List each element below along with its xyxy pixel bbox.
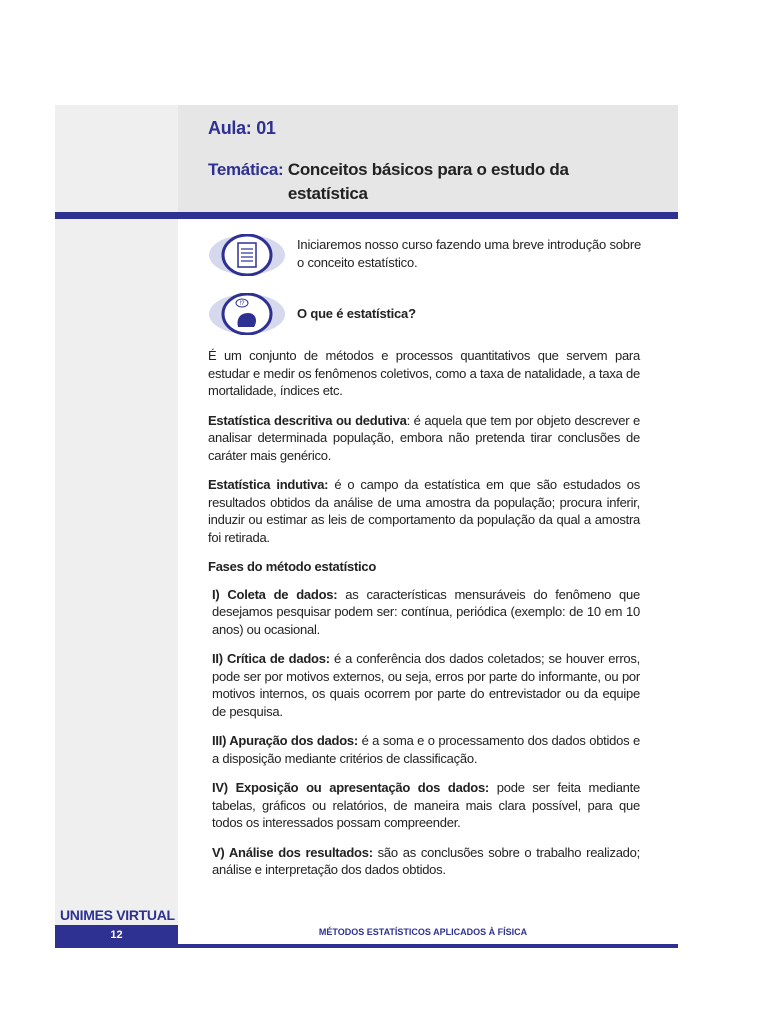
definition: são as conclusões sobre o trabalho realizado; análise e interpretação dos dados obtidos. bbox=[212, 844, 640, 877]
svg-text:!?: !? bbox=[239, 301, 245, 307]
header-divider bbox=[55, 212, 678, 219]
phase-item bbox=[208, 732, 640, 767]
lesson-theme bbox=[208, 158, 578, 206]
question-heading: O que é estatística? bbox=[297, 306, 416, 321]
footer-title: MÉTODOS ESTATÍSTICOS APLICADOS À FÍSICA bbox=[318, 927, 528, 937]
term: Estatística descritiva ou dedutiva bbox=[208, 412, 407, 428]
term: V) Análise dos resultados: bbox=[212, 844, 373, 860]
phases-heading bbox=[208, 558, 640, 576]
heading: Fases do método estatístico bbox=[208, 559, 377, 574]
term: II) Crítica de dados: bbox=[212, 651, 330, 666]
lesson-number: Aula: 01 bbox=[208, 118, 276, 138]
theme-title: Conceitos básicos para o estudo da estatística bbox=[287, 160, 569, 203]
phase-item bbox=[208, 586, 640, 639]
definition: é a conferência dos dados coletados; se houver erros, pode ser por motivos externos, ou seja, erros por parte do informante, ou por motivos internos, os quais ocorrem por parte do entrevistador ou da equipe de pesquisa. bbox=[212, 651, 640, 719]
phase-item bbox=[208, 650, 640, 720]
intro-text: Iniciaremos nosso curso fazendo uma breve introdução sobre o conceito estatístico. bbox=[297, 237, 641, 270]
term: III) Apuração dos dados: bbox=[212, 733, 358, 748]
definition: : é aquela que tem por objeto descrever e analisar determinada população, embora não pretenda tirar conclusões de caráter mais genérico. bbox=[208, 412, 641, 463]
definition: pode ser feita mediante tabelas, gráficos ou relatórios, de maneira mais clara possível, para que todos os interessados possam compreender. bbox=[212, 780, 640, 830]
definition: é o campo da estatística em que são estudados os resultados obtidos da análise de uma amostra da população; procura inferir, induzir ou estimar as leis de comportamento da população da qual a amostra foi retirada. bbox=[208, 477, 641, 545]
page-number: 12 bbox=[55, 925, 178, 945]
definition: é a soma e o processamento dos dados obtidos e a disposição mediante critérios de classificação. bbox=[212, 733, 640, 766]
body-text bbox=[208, 347, 640, 891]
thinking-head-icon bbox=[208, 293, 286, 335]
inductive-paragraph bbox=[208, 476, 640, 546]
brand-label: UNIMES VIRTUAL bbox=[60, 907, 175, 923]
phase-item bbox=[208, 779, 640, 832]
term: Estatística indutiva: bbox=[208, 477, 329, 492]
phase-item bbox=[208, 844, 640, 879]
definition: as características mensuráveis do fenômeno que desejamos pesquisar podem ser: contínua, periódica (exemplo: de 10 em 10 anos) ou ocasional. bbox=[212, 586, 640, 637]
definition-paragraph: É um conjunto de métodos e processos quantitativos que servem para estudar e medir os fenômenos coletivos, como a taxa de natalidade, a taxa de mortalidade, índices etc. bbox=[208, 348, 640, 398]
term: IV) Exposição ou apresentação dos dados: bbox=[212, 780, 490, 795]
left-margin-column bbox=[55, 105, 178, 925]
theme-label: Temática: bbox=[208, 160, 284, 179]
document-icon bbox=[208, 234, 286, 276]
term: I) Coleta de dados: bbox=[212, 586, 338, 602]
footer-divider bbox=[55, 944, 678, 948]
descriptive-paragraph bbox=[208, 412, 640, 465]
